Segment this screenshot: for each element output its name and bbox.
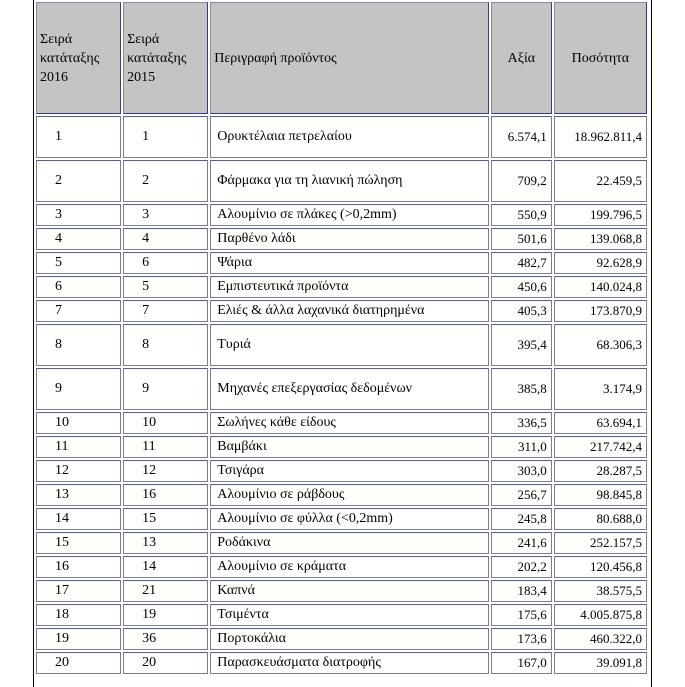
description-cell: Φάρμακα για τη λιανική πώληση <box>210 160 489 202</box>
rank-2016-cell: 2 <box>36 160 121 202</box>
rank-2016-cell: 1 <box>36 116 121 158</box>
exports-table <box>34 0 649 676</box>
table-row <box>36 628 647 650</box>
rank-2016-cell: 20 <box>36 652 121 674</box>
description-cell: Μηχανές επεξεργασίας δεδομένων <box>210 368 489 410</box>
header-description: Περιγραφή προϊόντος <box>210 2 489 114</box>
table-row <box>36 460 647 482</box>
quantity-cell: 460.322,0 <box>554 628 647 650</box>
rank-2015-cell: 4 <box>123 228 208 250</box>
value-cell: 395,4 <box>491 324 552 366</box>
quantity-cell: 22.459,5 <box>554 160 647 202</box>
value-cell: 385,8 <box>491 368 552 410</box>
quantity-cell: 18.962.811,4 <box>554 116 647 158</box>
rank-2016-cell: 9 <box>36 368 121 410</box>
value-cell: 173,6 <box>491 628 552 650</box>
header-quantity: Ποσότητα <box>554 2 647 114</box>
quantity-cell: 173.870,9 <box>554 300 647 322</box>
rank-2016-cell: 6 <box>36 276 121 298</box>
description-cell: Ορυκτέλαια πετρελαίου <box>210 116 489 158</box>
description-cell: Παρθένο λάδι <box>210 228 489 250</box>
header-value: Αξία <box>491 2 552 114</box>
value-cell: 245,8 <box>491 508 552 530</box>
description-cell: Τυριά <box>210 324 489 366</box>
value-cell: 256,7 <box>491 484 552 506</box>
value-cell: 202,2 <box>491 556 552 578</box>
rank-2015-cell: 15 <box>123 508 208 530</box>
table-row <box>36 508 647 530</box>
table-row <box>36 228 647 250</box>
quantity-cell: 28.287,5 <box>554 460 647 482</box>
rank-2015-cell: 2 <box>123 160 208 202</box>
rank-2015-cell: 16 <box>123 484 208 506</box>
value-cell: 501,6 <box>491 228 552 250</box>
table-row <box>36 252 647 274</box>
rank-2016-cell: 5 <box>36 252 121 274</box>
rank-2016-cell: 10 <box>36 412 121 434</box>
quantity-cell: 92.628,9 <box>554 252 647 274</box>
quantity-cell: 39.091,8 <box>554 652 647 674</box>
quantity-cell: 63.694,1 <box>554 412 647 434</box>
table-row <box>36 276 647 298</box>
description-cell: Ροδάκινα <box>210 532 489 554</box>
table-row <box>36 484 647 506</box>
rank-2016-cell: 13 <box>36 484 121 506</box>
value-cell: 303,0 <box>491 460 552 482</box>
table-body <box>36 116 647 674</box>
rank-2015-cell: 10 <box>123 412 208 434</box>
table-row <box>36 300 647 322</box>
quantity-cell: 3.174,9 <box>554 368 647 410</box>
rank-2016-cell: 7 <box>36 300 121 322</box>
value-cell: 175,6 <box>491 604 552 626</box>
quantity-cell: 199.796,5 <box>554 204 647 226</box>
value-cell: 709,2 <box>491 160 552 202</box>
quantity-cell: 80.688,0 <box>554 508 647 530</box>
quantity-cell: 217.742,4 <box>554 436 647 458</box>
quantity-cell: 4.005.875,8 <box>554 604 647 626</box>
rank-2015-cell: 3 <box>123 204 208 226</box>
description-cell: Βαμβάκι <box>210 436 489 458</box>
value-cell: 6.574,1 <box>491 116 552 158</box>
header-rank-2016: Σειρά κατάταξης 2016 <box>36 2 121 114</box>
rank-2015-cell: 12 <box>123 460 208 482</box>
rank-2015-cell: 13 <box>123 532 208 554</box>
rank-2015-cell: 20 <box>123 652 208 674</box>
rank-2016-cell: 14 <box>36 508 121 530</box>
rank-2015-cell: 8 <box>123 324 208 366</box>
description-cell: Πορτοκάλια <box>210 628 489 650</box>
rank-2015-cell: 6 <box>123 252 208 274</box>
description-cell: Σωλήνες κάθε είδους <box>210 412 489 434</box>
description-cell: Αλουμίνιο σε πλάκες (>0,2mm) <box>210 204 489 226</box>
rank-2016-cell: 15 <box>36 532 121 554</box>
rank-2016-cell: 8 <box>36 324 121 366</box>
table-row <box>36 580 647 602</box>
table-row <box>36 204 647 226</box>
quantity-cell: 140.024,8 <box>554 276 647 298</box>
rank-2015-cell: 9 <box>123 368 208 410</box>
value-cell: 167,0 <box>491 652 552 674</box>
value-cell: 450,6 <box>491 276 552 298</box>
table-row <box>36 412 647 434</box>
rank-2016-cell: 12 <box>36 460 121 482</box>
rank-2016-cell: 19 <box>36 628 121 650</box>
rank-2016-cell: 4 <box>36 228 121 250</box>
exports-table-container <box>33 0 652 687</box>
value-cell: 311,0 <box>491 436 552 458</box>
value-cell: 550,9 <box>491 204 552 226</box>
rank-2015-cell: 7 <box>123 300 208 322</box>
rank-2016-cell: 3 <box>36 204 121 226</box>
rank-2015-cell: 5 <box>123 276 208 298</box>
table-row <box>36 532 647 554</box>
description-cell: Ελιές & άλλα λαχανικά διατηρημένα <box>210 300 489 322</box>
description-cell: Καπνά <box>210 580 489 602</box>
description-cell: Αλουμίνιο σε ράβδους <box>210 484 489 506</box>
rank-2016-cell: 18 <box>36 604 121 626</box>
value-cell: 336,5 <box>491 412 552 434</box>
table-row <box>36 324 647 366</box>
description-cell: Τσιμέντα <box>210 604 489 626</box>
value-cell: 183,4 <box>491 580 552 602</box>
quantity-cell: 120.456,8 <box>554 556 647 578</box>
rank-2016-cell: 17 <box>36 580 121 602</box>
header-rank-2015: Σειρά κατάταξης 2015 <box>123 2 208 114</box>
table-row <box>36 652 647 674</box>
description-cell: Αλουμίνιο σε κράματα <box>210 556 489 578</box>
table-row <box>36 604 647 626</box>
rank-2016-cell: 11 <box>36 436 121 458</box>
value-cell: 405,3 <box>491 300 552 322</box>
rank-2015-cell: 36 <box>123 628 208 650</box>
rank-2015-cell: 11 <box>123 436 208 458</box>
quantity-cell: 38.575,5 <box>554 580 647 602</box>
quantity-cell: 252.157,5 <box>554 532 647 554</box>
value-cell: 482,7 <box>491 252 552 274</box>
description-cell: Εμπιστευτικά προϊόντα <box>210 276 489 298</box>
value-cell: 241,6 <box>491 532 552 554</box>
table-row <box>36 116 647 158</box>
rank-2015-cell: 21 <box>123 580 208 602</box>
description-cell: Τσιγάρα <box>210 460 489 482</box>
rank-2016-cell: 16 <box>36 556 121 578</box>
table-row <box>36 160 647 202</box>
description-cell: Αλουμίνιο σε φύλλα (<0,2mm) <box>210 508 489 530</box>
rank-2015-cell: 19 <box>123 604 208 626</box>
quantity-cell: 139.068,8 <box>554 228 647 250</box>
quantity-cell: 98.845,8 <box>554 484 647 506</box>
description-cell: Ψάρια <box>210 252 489 274</box>
description-cell: Παρασκευάσματα διατροφής <box>210 652 489 674</box>
table-row <box>36 556 647 578</box>
table-row <box>36 368 647 410</box>
table-row <box>36 436 647 458</box>
rank-2015-cell: 14 <box>123 556 208 578</box>
quantity-cell: 68.306,3 <box>554 324 647 366</box>
rank-2015-cell: 1 <box>123 116 208 158</box>
header-row <box>36 2 647 114</box>
